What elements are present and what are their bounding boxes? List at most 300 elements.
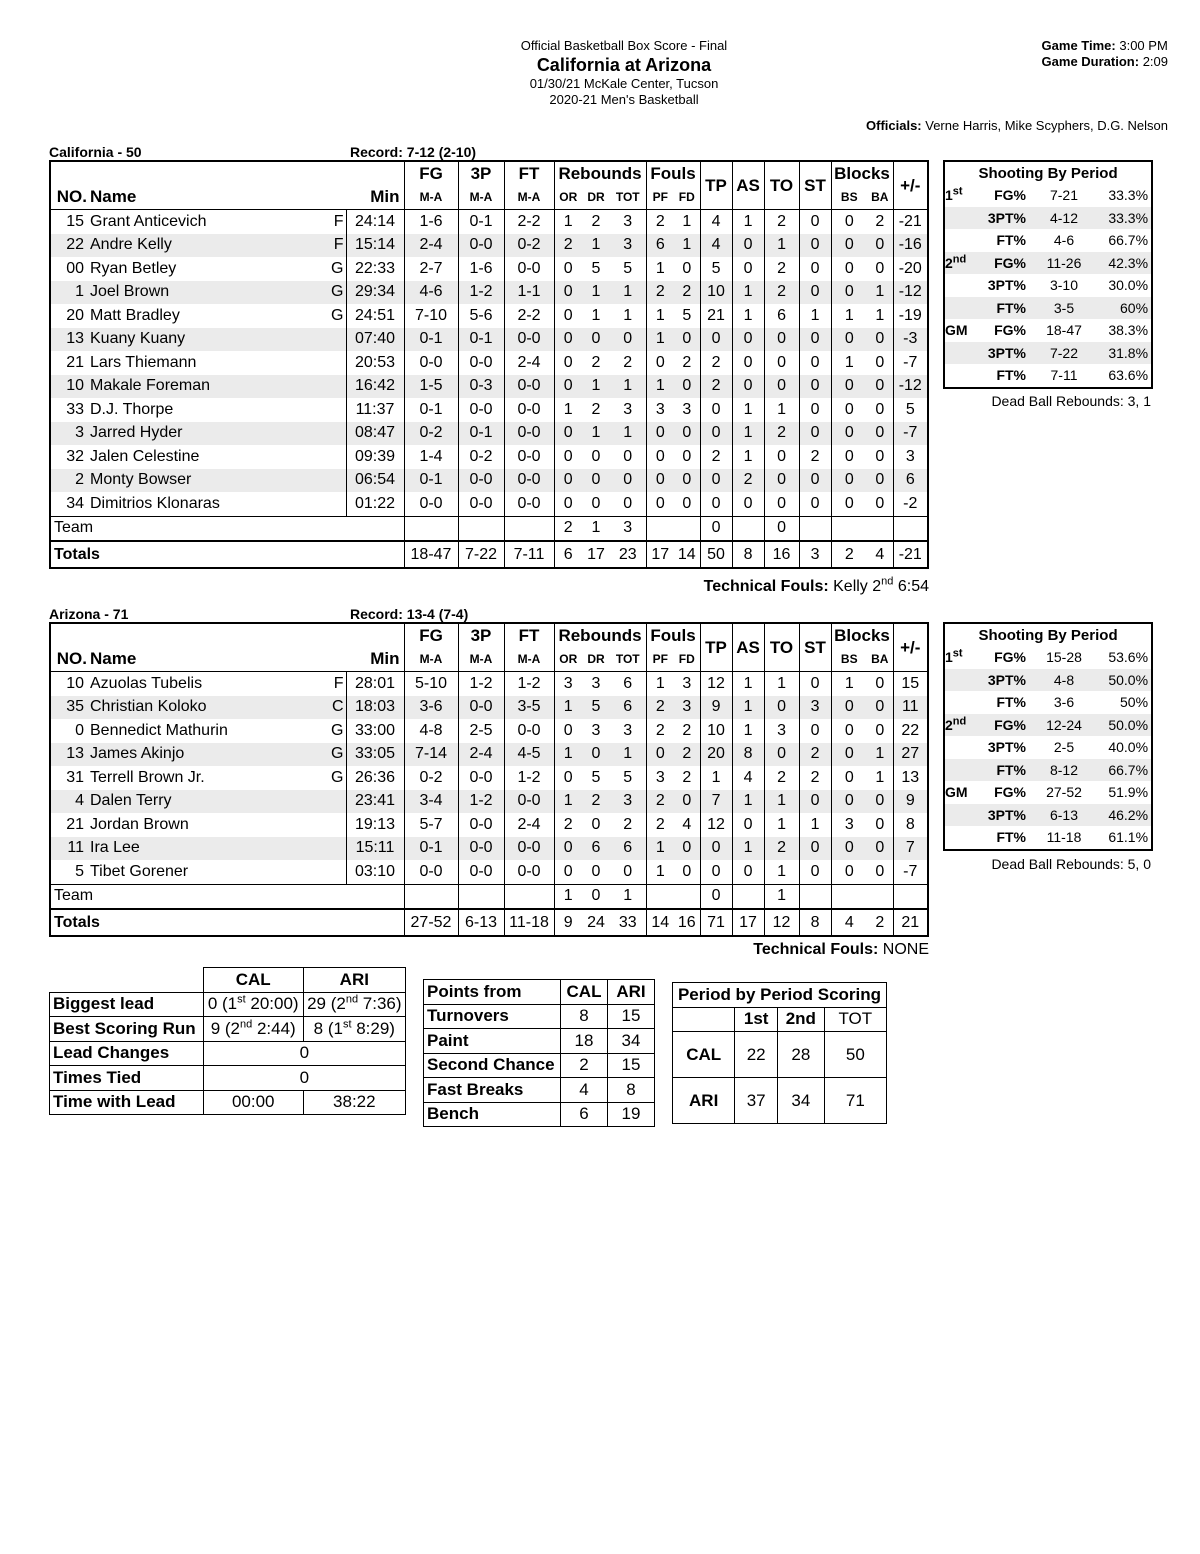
player-minutes: 33:00 xyxy=(346,719,404,743)
player-position: F xyxy=(333,212,344,230)
player-name: Christian Koloko xyxy=(90,696,310,720)
stat-as: 1 xyxy=(732,304,764,328)
stat-tp3: 2-4 xyxy=(458,743,504,767)
stat-ft: 0-0 xyxy=(504,837,554,861)
stat-dr: 1 xyxy=(582,281,610,305)
stat-tp3: 1-6 xyxy=(458,257,504,281)
stat-tp: 0 xyxy=(700,492,732,516)
stat-st: 2 xyxy=(799,766,831,790)
total-pm: -21 xyxy=(893,541,928,568)
team-heading: California - 50 xyxy=(49,144,142,160)
player-number: 22 xyxy=(50,234,90,258)
stat-ba: 0 xyxy=(867,422,893,446)
shooting-stat: 3PT% xyxy=(987,277,1026,294)
team-stat-tot: 1 xyxy=(610,884,646,909)
shooting-stat: FT% xyxy=(980,759,1034,782)
stat-st: 3 xyxy=(799,696,831,720)
shooting-row xyxy=(944,207,1152,230)
player-position: G xyxy=(331,259,344,277)
points-from-cal: 18 xyxy=(561,1029,608,1054)
stat-tot: 5 xyxy=(623,768,633,786)
stat-or: 2 xyxy=(554,234,582,258)
stat-ba: 0 xyxy=(867,328,893,352)
player-minutes: 24:51 xyxy=(346,304,404,328)
stat-pf: 2 xyxy=(646,281,674,305)
stat-pm: 3 xyxy=(893,445,928,469)
player-number: 5 xyxy=(75,862,84,880)
stat-ft: 0-0 xyxy=(504,492,554,516)
stat-bs: 0 xyxy=(831,210,867,234)
stat-pf: 2 xyxy=(646,696,674,720)
player-minutes: 06:54 xyxy=(346,469,404,493)
period-2-header: 2nd xyxy=(777,1007,824,1032)
shooting-made-attempted: 3-10 xyxy=(1049,277,1079,294)
stat-to: 2 xyxy=(764,837,799,861)
stat-dr: 6 xyxy=(582,837,610,861)
stat-tp3: 2-5 xyxy=(458,719,504,743)
stat-st: 0 xyxy=(799,672,831,696)
stat-fg: 0-2 xyxy=(404,766,458,790)
dead-ball-rebounds: Dead Ball Rebounds: 3, 1 xyxy=(991,393,1151,409)
stat-st: 0 xyxy=(799,837,831,861)
shooting-row xyxy=(944,781,1152,804)
player-row xyxy=(50,743,928,767)
stat-dr: 2 xyxy=(591,353,601,371)
shooting-stat: FT% xyxy=(996,829,1026,846)
stat-st: 0 xyxy=(799,398,831,422)
stat-fg: 7-14 xyxy=(404,743,458,767)
stat-tp3: 0-3 xyxy=(458,375,504,399)
stat-or: 0 xyxy=(554,304,582,328)
stat-ba: 0 xyxy=(875,494,885,512)
stat-pf: 6 xyxy=(646,234,674,258)
box-score-table xyxy=(49,160,929,569)
stat-pf: 1 xyxy=(646,672,674,696)
stat-to: 1 xyxy=(764,813,799,837)
stat-st: 2 xyxy=(799,445,831,469)
shooting-stat: 3PT% xyxy=(980,804,1034,827)
stat-tp3: 0-0 xyxy=(458,813,504,837)
stat-pf: 2 xyxy=(646,719,674,743)
stat-st: 0 xyxy=(799,328,831,352)
col-fd-header: FD xyxy=(674,185,700,210)
stat-st: 0 xyxy=(799,375,831,399)
total-pf: 17 xyxy=(646,541,674,568)
summary-cal-value: 0 (1st 20:00) xyxy=(203,992,303,1017)
col-to-header: TO xyxy=(764,623,799,672)
stat-tot: 3 xyxy=(623,212,633,230)
player-minutes: 26:36 xyxy=(346,766,404,790)
stat-tot: 1 xyxy=(610,281,646,305)
stat-dr: 0 xyxy=(591,447,601,465)
player-minutes: 33:05 xyxy=(346,743,404,767)
stat-to: 2 xyxy=(764,257,799,281)
stat-tot: 0 xyxy=(623,862,633,880)
player-row xyxy=(50,837,928,861)
player-number: 00 xyxy=(66,259,84,277)
player-number: 10 xyxy=(66,674,84,692)
stat-pf: 1 xyxy=(646,304,674,328)
period-tot: 71 xyxy=(824,1078,886,1124)
stat-to: 0 xyxy=(764,351,799,375)
shooting-stat: 3PT% xyxy=(980,207,1034,230)
player-number: 35 xyxy=(50,696,90,720)
stat-bs: 0 xyxy=(831,445,867,469)
shooting-made-attempted: 3-5 xyxy=(1034,297,1094,320)
stat-as: 0 xyxy=(732,257,764,281)
stat-dr: 3 xyxy=(591,674,601,692)
summary-row xyxy=(50,1090,406,1115)
shooting-stat: FG% xyxy=(994,322,1026,339)
total-pm: 21 xyxy=(893,909,928,936)
shooting-period xyxy=(944,229,980,252)
stat-fd: 2 xyxy=(674,281,700,305)
player-row xyxy=(50,445,928,469)
stat-bs: 0 xyxy=(831,422,867,446)
summary-row xyxy=(50,1066,406,1091)
total-ft: 7-11 xyxy=(504,541,554,568)
stat-as: 1 xyxy=(732,696,764,720)
player-row xyxy=(50,492,928,516)
stat-pm: -12 xyxy=(893,375,928,399)
stat-as: 0 xyxy=(732,860,764,884)
player-row xyxy=(50,257,928,281)
player-row xyxy=(50,719,928,743)
shooting-stat: FT% xyxy=(996,232,1026,249)
stat-ba: 0 xyxy=(875,447,885,465)
stat-pm: -7 xyxy=(893,351,928,375)
total-ft: 11-18 xyxy=(504,909,554,936)
stat-bs: 0 xyxy=(831,328,867,352)
summary-cal-value: 00:00 xyxy=(203,1090,303,1115)
shooting-row xyxy=(944,691,1152,714)
shooting-row xyxy=(944,342,1152,365)
player-number: 1 xyxy=(50,281,90,305)
stat-pm: -7 xyxy=(893,422,928,446)
stat-tp: 10 xyxy=(700,281,732,305)
stat-ba: 2 xyxy=(875,212,885,230)
stat-to: 1 xyxy=(764,398,799,422)
player-position xyxy=(310,492,346,516)
player-number: 10 xyxy=(50,375,90,399)
summary-label: Lead Changes xyxy=(50,1041,204,1066)
stat-to: 0 xyxy=(764,469,799,493)
stat-ft: 2-2 xyxy=(504,304,554,328)
stat-fg: 4-8 xyxy=(404,719,458,743)
stat-bs: 0 xyxy=(831,719,867,743)
stat-fd: 3 xyxy=(682,674,692,692)
stat-to: 0 xyxy=(764,445,799,469)
shooting-row xyxy=(944,736,1152,759)
player-minutes: 01:22 xyxy=(346,492,404,516)
shooting-pct: 61.1% xyxy=(1108,829,1149,846)
player-name: Dalen Terry xyxy=(90,790,310,814)
shooting-by-period-table xyxy=(943,160,1153,389)
shooting-stat: FT% xyxy=(996,694,1026,711)
shooting-pct: 33.3% xyxy=(1094,207,1152,230)
shooting-made-attempted: 7-22 xyxy=(1034,342,1094,365)
total-as: 8 xyxy=(732,541,764,568)
points-from-label: Bench xyxy=(424,1102,561,1127)
stat-fg: 3-4 xyxy=(404,790,458,814)
points-from-row xyxy=(424,1102,655,1127)
player-position xyxy=(310,398,346,422)
shooting-pct: 31.8% xyxy=(1094,342,1152,365)
team-stat-tot: 3 xyxy=(610,516,646,541)
player-minutes: 15:14 xyxy=(346,234,404,258)
team-row xyxy=(50,516,928,541)
stat-tot: 1 xyxy=(610,743,646,767)
points-from-row xyxy=(424,1004,655,1029)
stat-tp3: 0-0 xyxy=(458,766,504,790)
player-position xyxy=(310,422,346,446)
col-to-header: TO xyxy=(764,161,799,210)
shooting-made-attempted: 11-18 xyxy=(1046,829,1082,846)
stat-dr: 1 xyxy=(582,234,610,258)
stat-to: 0 xyxy=(764,375,799,399)
shooting-pct: 60% xyxy=(1094,297,1152,320)
shooting-pct: 50.0% xyxy=(1094,714,1152,737)
stat-to: 1 xyxy=(764,234,799,258)
stat-tp: 0 xyxy=(700,469,732,493)
shooting-stat: 3PT% xyxy=(980,669,1034,692)
stat-fg: 1-5 xyxy=(404,375,458,399)
stat-st: 0 xyxy=(799,492,831,516)
stat-fd: 1 xyxy=(682,212,692,230)
total-tp: 50 xyxy=(700,541,732,568)
stat-pm: 15 xyxy=(893,672,928,696)
stat-fg: 5-10 xyxy=(404,672,458,696)
summary-row xyxy=(50,1041,406,1066)
stat-tot: 1 xyxy=(610,422,646,446)
stat-fd: 1 xyxy=(674,234,700,258)
shooting-period xyxy=(944,804,980,827)
stat-ba: 0 xyxy=(867,837,893,861)
team-stat-or: 2 xyxy=(554,516,582,541)
shooting-made-attempted: 4-6 xyxy=(1053,232,1075,249)
total-tot: 23 xyxy=(610,541,646,568)
stat-tot: 5 xyxy=(623,259,633,277)
period-team: CAL xyxy=(673,1032,735,1078)
summary-label: Time with Lead xyxy=(50,1090,204,1115)
player-row xyxy=(50,813,928,837)
stat-bs: 3 xyxy=(831,813,867,837)
stat-ba: 1 xyxy=(867,281,893,305)
player-name: Makale Foreman xyxy=(90,375,310,399)
shooting-row xyxy=(944,319,1152,342)
shooting-stat: 3PT% xyxy=(980,342,1034,365)
shooting-period: 1st xyxy=(945,185,963,204)
col-or-header: OR xyxy=(554,647,582,672)
stat-fd: 5 xyxy=(682,306,692,324)
stat-fd: 2 xyxy=(682,768,692,786)
stat-ba: 0 xyxy=(875,353,885,371)
player-number: 20 xyxy=(66,306,84,324)
total-fg: 18-47 xyxy=(404,541,458,568)
total-as: 17 xyxy=(732,909,764,936)
period-scoring-row xyxy=(673,1078,887,1124)
col-dr-header: DR xyxy=(582,185,610,210)
player-position xyxy=(310,790,346,814)
player-number: 4 xyxy=(50,790,90,814)
period-tot: 50 xyxy=(824,1032,886,1078)
stat-tot: 2 xyxy=(623,353,633,371)
stat-ba: 0 xyxy=(867,790,893,814)
shooting-pct: 66.7% xyxy=(1094,759,1152,782)
shooting-stat: FG% xyxy=(980,252,1034,275)
player-number: 21 xyxy=(66,815,84,833)
stat-ft: 0-0 xyxy=(504,257,554,281)
col-tot-header: TOT xyxy=(610,647,646,672)
technical-fouls: Technical Fouls: NONE xyxy=(753,941,929,958)
shooting-made-attempted: 8-12 xyxy=(1034,759,1094,782)
team-record: Record: 13-4 (7-4) xyxy=(350,606,469,622)
stat-or: 1 xyxy=(554,696,582,720)
stat-dr: 2 xyxy=(591,400,601,418)
total-fg: 27-52 xyxy=(404,909,458,936)
shooting-pct: 30.0% xyxy=(1108,277,1149,294)
stat-fg: 1-4 xyxy=(404,445,458,469)
total-st: 3 xyxy=(799,541,831,568)
stat-fg: 0-1 xyxy=(404,837,458,861)
player-position: F xyxy=(333,674,344,692)
player-name: Jarred Hyder xyxy=(90,422,310,446)
player-name: Matt Bradley xyxy=(90,306,180,324)
stat-as: 1 xyxy=(732,281,764,305)
shooting-made-attempted: 7-11 xyxy=(1050,367,1078,384)
stat-st: 0 xyxy=(799,469,831,493)
shooting-row xyxy=(944,714,1152,737)
stat-bs: 0 xyxy=(831,766,867,790)
stat-ft: 0-0 xyxy=(504,469,554,493)
period-scoring-title: Period by Period Scoring xyxy=(673,983,887,1008)
stat-to: 2 xyxy=(764,422,799,446)
col-or-header: OR xyxy=(554,185,582,210)
stat-tp: 20 xyxy=(700,743,732,767)
shooting-pct: 38.3% xyxy=(1108,322,1149,339)
player-row xyxy=(50,672,928,696)
stat-dr: 0 xyxy=(591,862,601,880)
stat-pm: -7 xyxy=(893,860,928,884)
player-number: 11 xyxy=(50,837,90,861)
total-tp3: 7-22 xyxy=(458,541,504,568)
summary-ari-value: 8 (1st 8:29) xyxy=(303,1017,405,1042)
stat-tp3: 0-1 xyxy=(458,328,504,352)
stat-or: 1 xyxy=(554,790,582,814)
stat-bs: 0 xyxy=(831,696,867,720)
player-number: 31 xyxy=(66,768,84,786)
player-name: Ryan Betley xyxy=(90,259,177,277)
stat-tot: 0 xyxy=(623,447,633,465)
team-stat-to: 0 xyxy=(764,516,799,541)
stat-pm: -16 xyxy=(893,234,928,258)
points-from-label: Paint xyxy=(424,1029,561,1054)
season-label: 2020-21 Men's Basketball xyxy=(549,92,699,107)
player-name: Joel Brown xyxy=(90,281,310,305)
team-row-label: Team xyxy=(50,884,404,909)
game-info xyxy=(1042,38,1168,70)
col-rebounds-header: Rebounds xyxy=(554,623,646,647)
stat-st: 0 xyxy=(799,234,831,258)
col-st-header: ST xyxy=(799,161,831,210)
player-name: Kuany Kuany xyxy=(90,328,310,352)
stat-tp: 2 xyxy=(700,375,732,399)
total-to: 12 xyxy=(764,909,799,936)
stat-pf: 0 xyxy=(646,469,674,493)
col-ma-header: M-A xyxy=(504,185,554,210)
player-number: 2 xyxy=(50,469,90,493)
col-blocks-header: Blocks xyxy=(831,623,893,647)
player-number: 13 xyxy=(50,743,90,767)
stat-tp: 0 xyxy=(700,860,732,884)
stat-ft: 4-5 xyxy=(504,743,554,767)
player-minutes: 29:34 xyxy=(346,281,404,305)
player-position xyxy=(310,375,346,399)
stat-bs: 0 xyxy=(831,743,867,767)
stat-ft: 0-0 xyxy=(504,422,554,446)
stat-tot: 3 xyxy=(610,790,646,814)
player-position xyxy=(310,860,346,884)
shooting-period xyxy=(944,207,980,230)
stat-bs: 1 xyxy=(831,351,867,375)
team-stat-tp: 0 xyxy=(700,516,732,541)
shooting-row xyxy=(944,229,1152,252)
col-no-header: NO. xyxy=(50,185,90,210)
player-position xyxy=(310,328,346,352)
player-name: D.J. Thorpe xyxy=(90,400,174,418)
game-duration: 2:09 xyxy=(1142,54,1168,69)
stat-as: 1 xyxy=(732,672,764,696)
shooting-pct: 51.9% xyxy=(1108,784,1149,801)
stat-ft: 0-0 xyxy=(504,790,554,814)
stat-tot: 0 xyxy=(623,494,633,512)
stat-as: 0 xyxy=(732,351,764,375)
stat-pf: 1 xyxy=(646,328,674,352)
stat-as: 1 xyxy=(732,719,764,743)
col-ba-header: BA xyxy=(867,185,893,210)
player-row xyxy=(50,860,928,884)
col-ma-header: M-A xyxy=(458,647,504,672)
period-p1: 22 xyxy=(735,1032,778,1078)
points-from-label: Second Chance xyxy=(424,1053,561,1078)
team-heading: Arizona - 71 xyxy=(49,606,129,622)
player-position: C xyxy=(310,696,346,720)
stat-pm: 11 xyxy=(893,696,928,720)
stat-fd: 0 xyxy=(682,862,692,880)
shooting-title: Shooting By Period xyxy=(978,626,1118,644)
stat-or: 1 xyxy=(554,398,582,422)
points-from-ari: 15 xyxy=(608,1004,655,1029)
stat-or: 0 xyxy=(554,766,582,790)
shooting-period xyxy=(944,274,980,297)
col-pm-header: +/- xyxy=(893,623,928,672)
stat-st: 1 xyxy=(799,813,831,837)
player-name: Andre Kelly xyxy=(90,234,310,258)
player-minutes: 23:41 xyxy=(346,790,404,814)
stat-tp3: 0-1 xyxy=(458,210,504,234)
stat-pf: 3 xyxy=(646,766,674,790)
player-position: G xyxy=(331,721,344,739)
shooting-made-attempted: 18-47 xyxy=(1046,322,1082,339)
shooting-row xyxy=(944,669,1152,692)
stat-fd: 0 xyxy=(682,259,692,277)
col-pf-header: PF xyxy=(646,185,674,210)
shooting-row xyxy=(944,804,1152,827)
shooting-pct: 46.2% xyxy=(1094,804,1152,827)
stat-ft: 1-2 xyxy=(504,672,554,696)
stat-dr: 2 xyxy=(591,212,601,230)
col-st-header: ST xyxy=(799,623,831,672)
